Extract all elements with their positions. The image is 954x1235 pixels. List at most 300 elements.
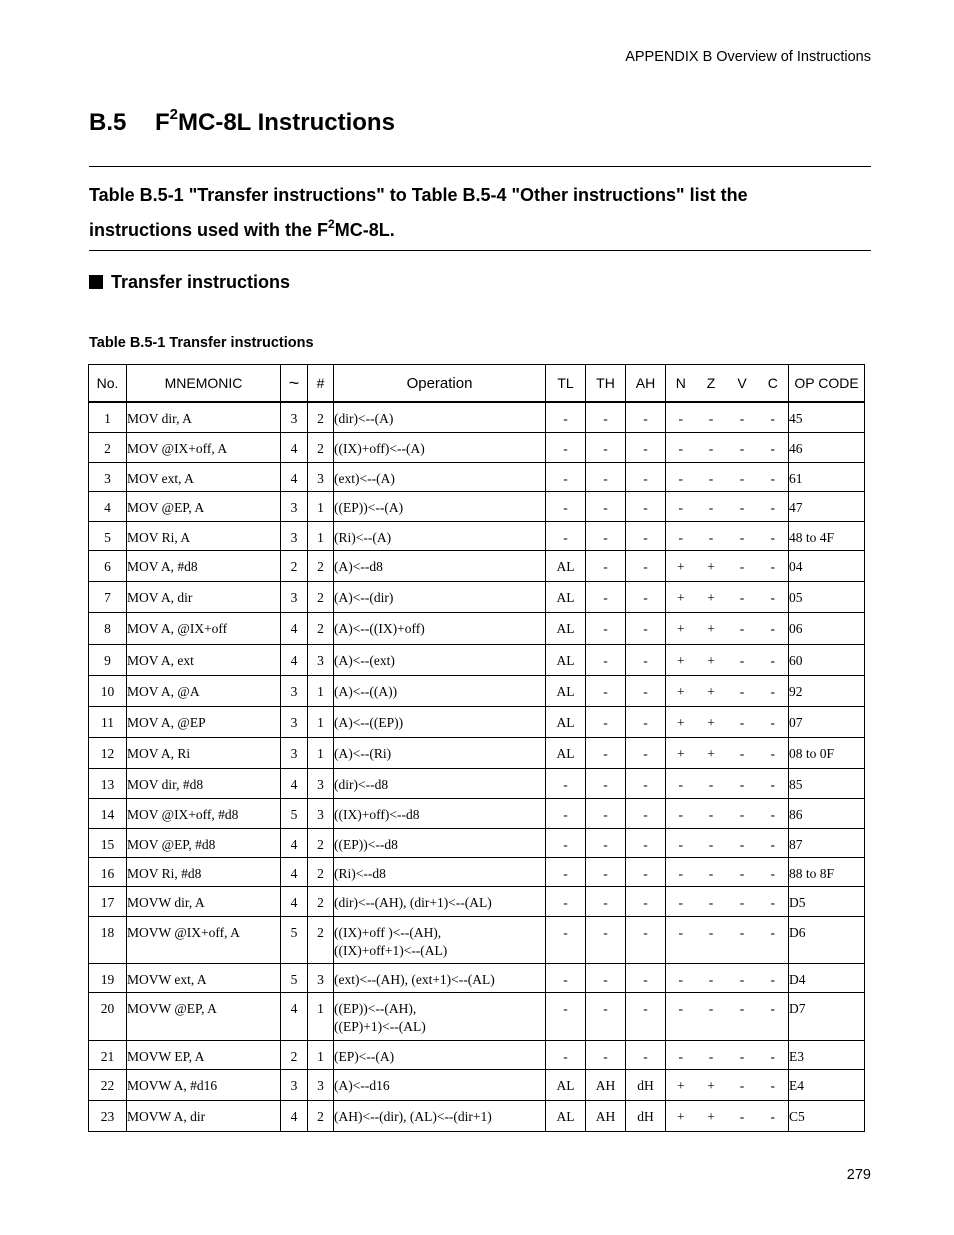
cell-tl: - [546,916,586,963]
cell-ah: - [626,737,666,768]
cell-flag-z: - [696,828,727,857]
cell-bytes: 3 [308,1069,334,1100]
transfer-instructions-table [88,364,865,1132]
operation-line: (ext)<--(A) [334,470,395,486]
cell-bytes: 1 [308,521,334,550]
table-row [89,963,865,992]
table-row [89,402,865,432]
operation-line: (dir)<--(AH), (dir+1)<--(AL) [334,894,492,910]
cell-flag-c: - [758,798,789,828]
cell-tl: AL [546,675,586,706]
cell-bytes: 2 [308,581,334,612]
cell-tl: - [546,402,586,432]
cell-cycles: 4 [281,462,308,491]
cell-th: - [586,706,626,737]
table-row [89,1069,865,1100]
cell-flag-v: - [727,916,758,963]
cell-opcode: 06 [789,612,865,644]
cell-no: 2 [89,432,127,462]
cell-flag-z: - [696,798,727,828]
col-header-operation: Operation [334,365,546,403]
cell-opcode: D4 [789,963,865,992]
cell-flag-v: - [727,612,758,644]
cell-flag-n: + [666,1100,696,1131]
section-number: B.5 [89,109,127,136]
cell-tl: - [546,521,586,550]
cell-ah: - [626,581,666,612]
cell-bytes: 1 [308,706,334,737]
cell-flag-c: - [758,402,789,432]
cell-th: - [586,550,626,581]
cell-ah: - [626,916,666,963]
page-number: 279 [846,1167,871,1183]
table-row [89,612,865,644]
cell-operation [334,1069,546,1100]
col-header-bytes: # [308,365,334,403]
cell-mnemonic: MOV dir, #d8 [127,768,281,798]
cell-no: 22 [89,1069,127,1100]
cell-tl: - [546,963,586,992]
cell-bytes: 2 [308,886,334,916]
cell-bytes: 2 [308,432,334,462]
cell-flag-c: - [758,706,789,737]
cell-opcode: D6 [789,916,865,963]
cell-flag-n: - [666,886,696,916]
cell-flag-n: - [666,916,696,963]
cell-flag-z: - [696,992,727,1040]
cell-ah: - [626,521,666,550]
operation-line: (A)<--(ext) [334,652,395,668]
cell-opcode: 45 [789,402,865,432]
cell-th: - [586,828,626,857]
cell-operation [334,581,546,612]
cell-cycles: 3 [281,491,308,521]
cell-mnemonic: MOV dir, A [127,402,281,432]
cell-cycles: 3 [281,581,308,612]
cell-operation [334,432,546,462]
cell-cycles: 2 [281,1040,308,1069]
cell-flag-v: - [727,706,758,737]
cell-flag-z: - [696,857,727,886]
operation-line: ((IX)+off)<--(A) [334,440,425,456]
cell-bytes: 1 [308,491,334,521]
cell-flag-z: + [696,1100,727,1131]
cell-th: - [586,644,626,675]
cell-mnemonic: MOV A, #d8 [127,550,281,581]
cell-th: - [586,916,626,963]
col-header-opcode: OP CODE [789,365,865,403]
cell-no: 16 [89,857,127,886]
cell-bytes: 1 [308,737,334,768]
bottom-divider [89,250,871,251]
table-row [89,916,865,963]
cell-tl: AL [546,612,586,644]
table-row [89,706,865,737]
cell-no: 19 [89,963,127,992]
intro-text: Table B.5-1 "Transfer instructions" to Table B.5-4 "Other instructions" list the instructions used with the F [89,185,748,240]
cell-flag-c: - [758,916,789,963]
col-header-no: No. [89,365,127,403]
cell-mnemonic: MOV A, dir [127,581,281,612]
running-header: APPENDIX B Overview of Instructions [625,49,871,65]
cell-tl: - [546,1040,586,1069]
cell-bytes: 2 [308,916,334,963]
cell-ah: - [626,462,666,491]
cell-cycles: 4 [281,768,308,798]
cell-tl: - [546,768,586,798]
cell-no: 7 [89,581,127,612]
cell-ah: - [626,550,666,581]
cell-opcode: 47 [789,491,865,521]
cell-opcode: D7 [789,992,865,1040]
operation-line: (AH)<--(dir), (AL)<--(dir+1) [334,1108,492,1124]
table-row [89,768,865,798]
top-divider [89,166,871,167]
table-row [89,462,865,491]
table-row [89,992,865,1040]
operation-line: (A)<--((EP)) [334,714,404,730]
col-header-n: N [666,365,696,403]
cell-opcode: 87 [789,828,865,857]
cell-operation [334,402,546,432]
cell-flag-n: - [666,963,696,992]
cell-flag-v: - [727,1040,758,1069]
cell-flag-z: - [696,491,727,521]
cell-flag-c: - [758,886,789,916]
operation-line: (dir)<--d8 [334,776,389,792]
table-caption: Table B.5-1 Transfer instructions [89,335,314,351]
cell-flag-v: - [727,828,758,857]
cell-tl: - [546,491,586,521]
operation-line: ((EP)+1)<--(AL) [334,1018,426,1034]
cell-cycles: 4 [281,992,308,1040]
cell-th: - [586,402,626,432]
cell-tl: AL [546,581,586,612]
cell-operation [334,886,546,916]
cell-flag-c: - [758,462,789,491]
cell-flag-c: - [758,432,789,462]
cell-operation [334,550,546,581]
cell-mnemonic: MOV @EP, #d8 [127,828,281,857]
cell-ah: - [626,992,666,1040]
cell-flag-v: - [727,737,758,768]
cell-tl: AL [546,706,586,737]
cell-th: - [586,462,626,491]
cell-th: - [586,963,626,992]
cell-cycles: 5 [281,916,308,963]
cell-flag-z: + [696,706,727,737]
cell-ah: - [626,491,666,521]
cell-flag-v: - [727,550,758,581]
operation-line: ((IX)+off )<--(AH), [334,924,442,940]
section-title-prefix: F [155,109,170,136]
cell-operation [334,916,546,963]
section-title-rest: MC-8L Instructions [178,109,395,136]
cell-flag-v: - [727,963,758,992]
cell-mnemonic: MOVW dir, A [127,886,281,916]
cell-bytes: 1 [308,1040,334,1069]
cell-opcode: 92 [789,675,865,706]
cell-bytes: 2 [308,828,334,857]
cell-operation [334,963,546,992]
cell-cycles: 4 [281,1100,308,1131]
operation-line: (A)<--(Ri) [334,745,392,761]
cell-ah: - [626,828,666,857]
cell-cycles: 3 [281,402,308,432]
cell-bytes: 2 [308,1100,334,1131]
cell-operation [334,857,546,886]
cell-th: AH [586,1069,626,1100]
cell-flag-z: - [696,916,727,963]
table-body [89,402,865,1131]
cell-no: 11 [89,706,127,737]
cell-cycles: 4 [281,857,308,886]
cell-flag-n: + [666,675,696,706]
table-row [89,1100,865,1131]
cell-cycles: 3 [281,675,308,706]
cell-opcode: D5 [789,886,865,916]
cell-cycles: 4 [281,432,308,462]
cell-flag-n: + [666,581,696,612]
cell-th: AH [586,1100,626,1131]
operation-line: (dir)<--(A) [334,411,394,426]
cell-mnemonic: MOVW ext, A [127,963,281,992]
col-header-ah: AH [626,365,666,403]
cell-tl: AL [546,1069,586,1100]
cell-operation [334,1040,546,1069]
cell-operation [334,768,546,798]
cell-mnemonic: MOV A, Ri [127,737,281,768]
cell-no: 9 [89,644,127,675]
cell-opcode: 88 to 8F [789,857,865,886]
cell-flag-n: - [666,521,696,550]
cell-ah: dH [626,1069,666,1100]
table-row [89,550,865,581]
cell-th: - [586,992,626,1040]
cell-mnemonic: MOV Ri, #d8 [127,857,281,886]
cell-cycles: 3 [281,737,308,768]
cell-th: - [586,491,626,521]
cell-flag-n: + [666,550,696,581]
cell-th: - [586,612,626,644]
cell-no: 8 [89,612,127,644]
cell-th: - [586,521,626,550]
subheading [89,272,290,293]
cell-flag-v: - [727,521,758,550]
cell-operation [334,675,546,706]
cell-mnemonic: MOV @IX+off, A [127,432,281,462]
cell-bytes: 2 [308,857,334,886]
cell-flag-v: - [727,462,758,491]
operation-line: (A)<--d16 [334,1077,390,1093]
cell-flag-n: - [666,1040,696,1069]
table-row [89,581,865,612]
cell-bytes: 3 [308,462,334,491]
cell-flag-z: + [696,644,727,675]
cell-bytes: 2 [308,612,334,644]
cell-flag-c: - [758,828,789,857]
intro-superscript: 2 [328,217,335,231]
cell-no: 3 [89,462,127,491]
cell-operation [334,992,546,1040]
cell-flag-v: - [727,857,758,886]
cell-ah: - [626,1040,666,1069]
cell-tl: AL [546,737,586,768]
cell-bytes: 3 [308,644,334,675]
cell-flag-v: - [727,886,758,916]
cell-operation [334,798,546,828]
cell-no: 23 [89,1100,127,1131]
cell-no: 15 [89,828,127,857]
operation-line: (A)<--d8 [334,558,383,574]
cell-ah: - [626,963,666,992]
col-header-c: C [758,365,789,403]
cell-flag-v: - [727,644,758,675]
cell-th: - [586,1040,626,1069]
cell-ah: - [626,675,666,706]
cell-ah: - [626,886,666,916]
cell-opcode: 48 to 4F [789,521,865,550]
cell-ah: - [626,798,666,828]
operation-line: (A)<--((A)) [334,683,398,699]
cell-mnemonic: MOVW A, #d16 [127,1069,281,1100]
cell-mnemonic: MOV A, @EP [127,706,281,737]
cell-ah: - [626,612,666,644]
cell-flag-n: - [666,402,696,432]
col-header-v: V [727,365,758,403]
cell-th: - [586,675,626,706]
table-row [89,886,865,916]
cell-operation [334,737,546,768]
cell-flag-z: + [696,612,727,644]
cell-flag-z: - [696,462,727,491]
cell-flag-z: - [696,402,727,432]
cell-flag-n: - [666,432,696,462]
cell-opcode: 05 [789,581,865,612]
cell-tl: AL [546,644,586,675]
cell-tl: AL [546,1100,586,1131]
cell-flag-n: - [666,462,696,491]
operation-line: (Ri)<--(A) [334,529,392,545]
col-header-tl: TL [546,365,586,403]
cell-operation [334,828,546,857]
cell-mnemonic: MOV ext, A [127,462,281,491]
intro-text-end: MC-8L. [334,220,395,240]
cell-no: 10 [89,675,127,706]
cell-no: 21 [89,1040,127,1069]
section-title [89,108,395,137]
cell-flag-z: - [696,521,727,550]
cell-flag-n: + [666,737,696,768]
cell-cycles: 3 [281,521,308,550]
cell-th: - [586,581,626,612]
cell-mnemonic: MOV A, @IX+off [127,612,281,644]
cell-bytes: 1 [308,675,334,706]
table-row [89,432,865,462]
cell-operation [334,612,546,644]
cell-opcode: 61 [789,462,865,491]
table-row [89,737,865,768]
cell-flag-n: + [666,1069,696,1100]
cell-flag-c: - [758,963,789,992]
operation-line: ((EP))<--(AH), [334,1000,417,1016]
cell-ah: - [626,432,666,462]
cell-flag-z: + [696,675,727,706]
cell-cycles: 3 [281,706,308,737]
table-row [89,1040,865,1069]
cell-th: - [586,737,626,768]
cell-bytes: 1 [308,992,334,1040]
cell-operation [334,521,546,550]
cell-flag-c: - [758,675,789,706]
intro-paragraph [89,180,849,245]
cell-flag-c: - [758,992,789,1040]
cell-cycles: 5 [281,963,308,992]
cell-no: 20 [89,992,127,1040]
section-title-superscript: 2 [169,106,179,123]
cell-flag-n: - [666,768,696,798]
cell-bytes: 3 [308,963,334,992]
cell-mnemonic: MOV @EP, A [127,491,281,521]
cell-flag-z: + [696,737,727,768]
cell-flag-n: - [666,857,696,886]
cell-flag-n: - [666,828,696,857]
cell-flag-v: - [727,432,758,462]
cell-bytes: 2 [308,550,334,581]
col-header-mnemonic: MNEMONIC [127,365,281,403]
cell-flag-v: - [727,491,758,521]
cell-no: 14 [89,798,127,828]
table-row [89,521,865,550]
cell-flag-v: - [727,798,758,828]
operation-line: (ext)<--(AH), (ext+1)<--(AL) [334,971,495,987]
cell-ah: - [626,644,666,675]
cell-th: - [586,768,626,798]
operation-line: ((IX)+off+1)<--(AL) [334,942,448,958]
cell-opcode: 04 [789,550,865,581]
table-row [89,644,865,675]
operation-line: (A)<--(dir) [334,589,394,605]
cell-flag-c: - [758,491,789,521]
table-row [89,857,865,886]
operation-line: (Ri)<--d8 [334,865,386,881]
cell-flag-n: + [666,612,696,644]
cell-flag-v: - [727,1100,758,1131]
cell-th: - [586,798,626,828]
cell-no: 6 [89,550,127,581]
cell-flag-c: - [758,857,789,886]
cell-cycles: 2 [281,550,308,581]
col-header-th: TH [586,365,626,403]
cell-flag-c: - [758,737,789,768]
cell-no: 5 [89,521,127,550]
cell-no: 18 [89,916,127,963]
cell-cycles: 4 [281,828,308,857]
operation-line: ((IX)+off)<--d8 [334,806,420,822]
cell-flag-n: - [666,798,696,828]
cell-cycles: 4 [281,644,308,675]
cell-tl: - [546,992,586,1040]
table-row [89,798,865,828]
cell-opcode: E3 [789,1040,865,1069]
cell-no: 13 [89,768,127,798]
cell-operation [334,462,546,491]
cell-opcode: 08 to 0F [789,737,865,768]
cell-opcode: E4 [789,1069,865,1100]
col-header-cycles: ~ [281,365,308,403]
cell-mnemonic: MOV A, ext [127,644,281,675]
cell-flag-c: - [758,1100,789,1131]
